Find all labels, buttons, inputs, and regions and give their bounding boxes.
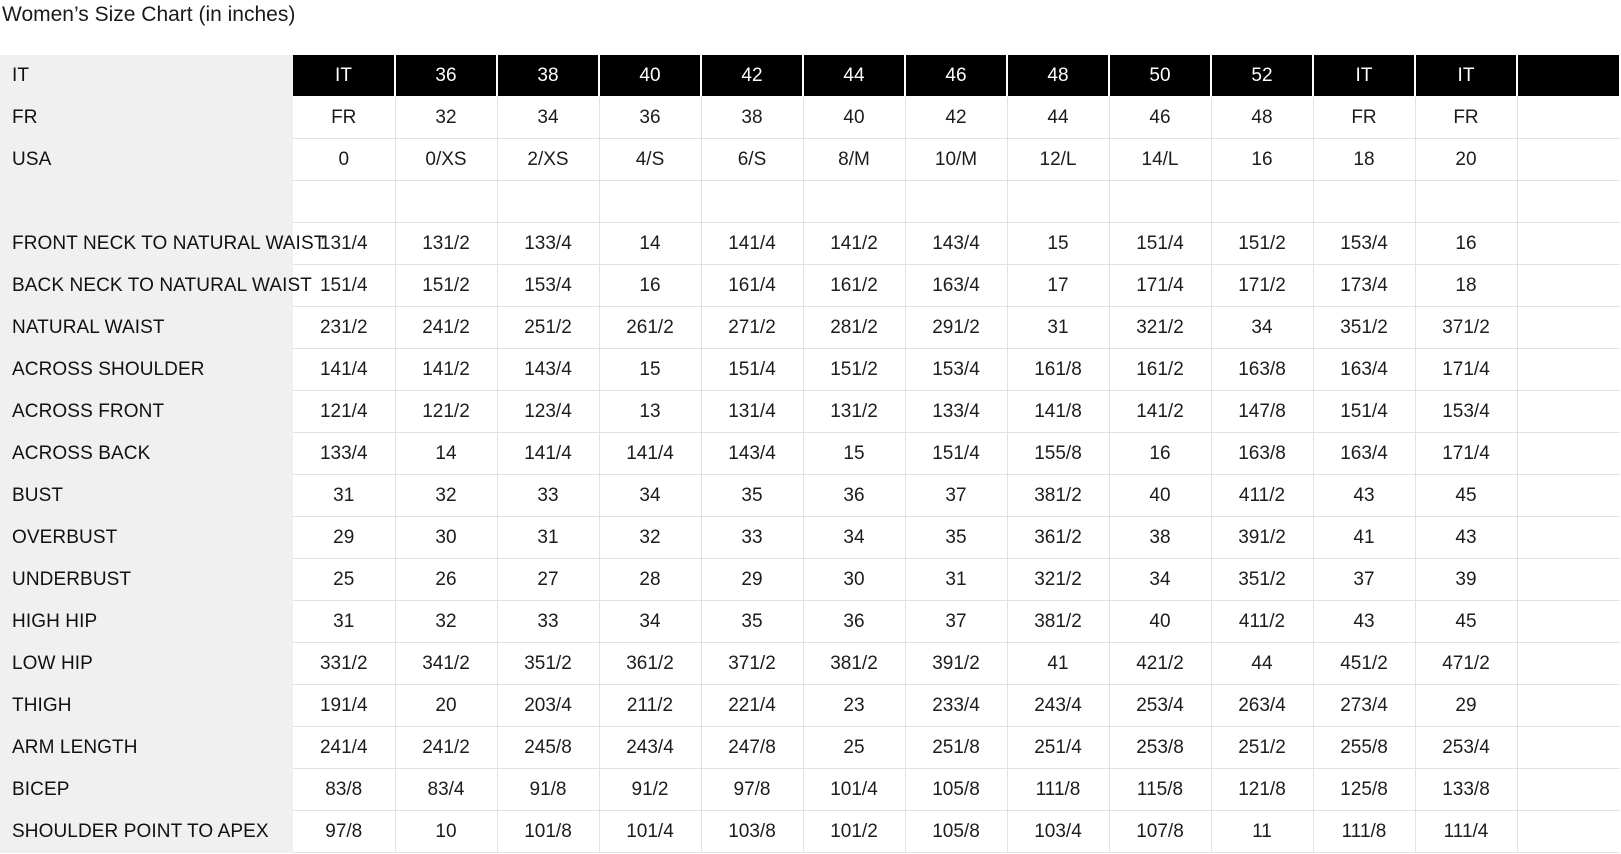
table-cell: 151/4 [701,349,803,391]
row-label: USA [0,139,293,181]
table-cell: 20 [395,685,497,727]
table-cell: 141/4 [293,349,395,391]
header-cell: 52 [1211,55,1313,97]
table-cell: 43 [1313,601,1415,643]
table-cell: 341/2 [395,643,497,685]
table-cell: 233/4 [905,685,1007,727]
table-cell: 45 [1415,601,1517,643]
row-label: HIGH HIP [0,601,293,643]
table-cell: 14/L [1109,139,1211,181]
table-cell: 381/2 [803,643,905,685]
table-cell: 18 [1313,139,1415,181]
table-cell: 133/4 [905,391,1007,433]
table-cell: 20 [1415,139,1517,181]
table-cell: 291/2 [905,307,1007,349]
empty-cell [1517,811,1620,853]
table-cell: 271/2 [701,307,803,349]
table-cell: 36 [599,97,701,139]
table-cell: 15 [803,433,905,475]
table-row [0,559,1620,601]
table-cell: 31 [905,559,1007,601]
table-cell [1415,181,1517,223]
table-cell: 273/4 [1313,685,1415,727]
header-cell: 42 [701,55,803,97]
empty-cell [1517,391,1620,433]
table-cell: 163/4 [1313,433,1415,475]
table-cell: 10/M [905,139,1007,181]
table-cell: 243/4 [1007,685,1109,727]
table-cell: 141/2 [803,223,905,265]
table-cell: 371/2 [1415,307,1517,349]
empty-cell [1517,139,1620,181]
row-label: ARM LENGTH [0,727,293,769]
table-cell: 4/S [599,139,701,181]
table-cell: 111/8 [1313,811,1415,853]
table-cell: 253/8 [1109,727,1211,769]
table-cell: 35 [905,517,1007,559]
table-row [0,475,1620,517]
table-cell: 141/4 [599,433,701,475]
table-cell: 163/4 [1313,349,1415,391]
empty-cell [1517,55,1620,97]
table-row [0,643,1620,685]
table-cell: 28 [599,559,701,601]
empty-cell [1517,559,1620,601]
table-cell [395,181,497,223]
table-cell: 97/8 [293,811,395,853]
table-cell: 0/XS [395,139,497,181]
row-label: BACK NECK TO NATURAL WAIST [0,265,293,307]
row-label: FR [0,97,293,139]
table-cell: 411/2 [1211,475,1313,517]
table-row [0,391,1620,433]
table-cell: 101/4 [803,769,905,811]
table-cell: 241/2 [395,727,497,769]
table-cell: 221/4 [701,685,803,727]
table-cell: 143/4 [905,223,1007,265]
table-cell: 321/2 [1109,307,1211,349]
table-cell: 46 [1109,97,1211,139]
table-cell: 29 [293,517,395,559]
empty-cell [1517,433,1620,475]
table-cell: 16 [1109,433,1211,475]
table-row [0,307,1620,349]
table-cell: 263/4 [1211,685,1313,727]
table-cell: 391/2 [1211,517,1313,559]
table-header-row [0,55,1620,97]
table-cell: 32 [395,97,497,139]
table-cell: 37 [1313,559,1415,601]
table-cell: 281/2 [803,307,905,349]
header-cell: 38 [497,55,599,97]
table-cell: 151/2 [395,265,497,307]
table-cell: 18 [1415,265,1517,307]
table-cell: 34 [1211,307,1313,349]
table-cell: 36 [803,475,905,517]
table-cell: 34 [599,601,701,643]
empty-cell [1517,307,1620,349]
table-cell: 6/S [701,139,803,181]
table-cell: 23 [803,685,905,727]
table-cell: 14 [599,223,701,265]
table-cell: 41 [1313,517,1415,559]
table-cell [599,181,701,223]
row-label: THIGH [0,685,293,727]
table-cell: 83/8 [293,769,395,811]
table-cell: 35 [701,601,803,643]
table-cell: 351/2 [497,643,599,685]
empty-cell [1517,727,1620,769]
table-cell: 151/4 [1109,223,1211,265]
row-label [0,181,293,223]
table-cell: 39 [1415,559,1517,601]
table-spacer-row [0,181,1620,223]
table-cell: 30 [395,517,497,559]
table-cell: 151/4 [293,265,395,307]
table-cell: 151/4 [1313,391,1415,433]
table-cell: 381/2 [1007,475,1109,517]
row-label: UNDERBUST [0,559,293,601]
table-cell: 111/8 [1007,769,1109,811]
table-cell: 34 [599,475,701,517]
table-cell: 421/2 [1109,643,1211,685]
table-row [0,769,1620,811]
empty-cell [1517,643,1620,685]
table-cell: 16 [599,265,701,307]
table-cell: 33 [497,601,599,643]
table-cell: 32 [395,475,497,517]
table-cell: 151/2 [803,349,905,391]
table-row [0,433,1620,475]
row-label: ACROSS FRONT [0,391,293,433]
table-cell: 331/2 [293,643,395,685]
table-cell: 34 [803,517,905,559]
table-cell: 381/2 [1007,601,1109,643]
table-cell: 361/2 [599,643,701,685]
empty-cell [1517,181,1620,223]
table-cell: 101/4 [599,811,701,853]
table-row [0,139,1620,181]
table-cell: 15 [1007,223,1109,265]
table-cell [1313,181,1415,223]
table-cell: 253/4 [1109,685,1211,727]
empty-cell [1517,223,1620,265]
table-cell: 171/4 [1109,265,1211,307]
table-cell: 173/4 [1313,265,1415,307]
table-cell: 141/2 [1109,391,1211,433]
table-cell: 351/2 [1313,307,1415,349]
table-cell: 111/4 [1415,811,1517,853]
table-row [0,349,1620,391]
table-cell: 45 [1415,475,1517,517]
table-cell: 351/2 [1211,559,1313,601]
table-cell: 37 [905,601,1007,643]
table-cell: 103/4 [1007,811,1109,853]
table-cell: 361/2 [1007,517,1109,559]
table-cell: 107/8 [1109,811,1211,853]
table-cell [1109,181,1211,223]
table-cell: 91/8 [497,769,599,811]
table-cell: 245/8 [497,727,599,769]
empty-cell [1517,349,1620,391]
table-cell: 40 [1109,601,1211,643]
table-cell: 147/8 [1211,391,1313,433]
table-cell: 10 [395,811,497,853]
row-label: BICEP [0,769,293,811]
empty-cell [1517,685,1620,727]
table-cell: 40 [803,97,905,139]
table-cell: FR [1313,97,1415,139]
table-cell: 12/L [1007,139,1109,181]
table-cell: 34 [497,97,599,139]
table-row [0,97,1620,139]
table-cell: 125/8 [1313,769,1415,811]
table-cell: 131/2 [803,391,905,433]
table-cell: 31 [497,517,599,559]
table-cell: 115/8 [1109,769,1211,811]
table-cell: 141/2 [395,349,497,391]
table-row [0,685,1620,727]
table-cell: 103/8 [701,811,803,853]
table-cell: 48 [1211,97,1313,139]
table-cell: 171/4 [1415,349,1517,391]
header-cell: IT [1415,55,1517,97]
table-cell: 101/8 [497,811,599,853]
table-cell: 37 [905,475,1007,517]
table-row [0,727,1620,769]
header-cell: IT [293,55,395,97]
table-cell: 155/8 [1007,433,1109,475]
table-cell: 11 [1211,811,1313,853]
table-row [0,265,1620,307]
table-cell: 29 [1415,685,1517,727]
table-cell: 243/4 [599,727,701,769]
table-cell [497,181,599,223]
table-cell: 141/4 [701,223,803,265]
table-cell: 241/4 [293,727,395,769]
table-cell: 171/2 [1211,265,1313,307]
empty-cell [1517,265,1620,307]
table-cell: 97/8 [701,769,803,811]
table-cell: 251/2 [497,307,599,349]
table-row [0,601,1620,643]
table-cell: 31 [293,475,395,517]
header-cell: 48 [1007,55,1109,97]
table-cell: 153/4 [905,349,1007,391]
table-cell: 0 [293,139,395,181]
table-cell: 31 [293,601,395,643]
table-cell: 121/2 [395,391,497,433]
table-cell: 101/2 [803,811,905,853]
table-cell: 191/4 [293,685,395,727]
table-cell: 131/4 [293,223,395,265]
table-cell: 133/4 [497,223,599,265]
table-cell: 29 [701,559,803,601]
table-cell: 26 [395,559,497,601]
header-cell: 40 [599,55,701,97]
table-cell: 32 [599,517,701,559]
table-cell [905,181,1007,223]
table-cell: 27 [497,559,599,601]
row-label: FRONT NECK TO NATURAL WAIST [0,223,293,265]
table-cell [293,181,395,223]
table-cell: 251/8 [905,727,1007,769]
table-cell: 451/2 [1313,643,1415,685]
table-cell: 13 [599,391,701,433]
header-cell: IT [1313,55,1415,97]
table-cell: 161/8 [1007,349,1109,391]
table-cell: 153/4 [1313,223,1415,265]
table-cell: 91/2 [599,769,701,811]
table-cell [1007,181,1109,223]
table-cell: 151/4 [905,433,1007,475]
empty-cell [1517,517,1620,559]
row-label: SHOULDER POINT TO APEX [0,811,293,853]
empty-cell [1517,769,1620,811]
table-cell: 2/XS [497,139,599,181]
header-cell: 50 [1109,55,1211,97]
table-cell: 251/2 [1211,727,1313,769]
table-cell: 133/8 [1415,769,1517,811]
table-cell: 15 [599,349,701,391]
table-cell: 32 [395,601,497,643]
table-cell [1211,181,1313,223]
size-chart-table [0,55,1621,853]
table-cell: 161/2 [803,265,905,307]
row-label: BUST [0,475,293,517]
table-cell: 131/2 [395,223,497,265]
table-cell: 241/2 [395,307,497,349]
table-cell: 471/2 [1415,643,1517,685]
table-cell: 8/M [803,139,905,181]
table-cell: 105/8 [905,811,1007,853]
table-cell: 16 [1415,223,1517,265]
table-cell: 255/8 [1313,727,1415,769]
header-cell: 36 [395,55,497,97]
table-cell: 153/4 [497,265,599,307]
table-cell: 253/4 [1415,727,1517,769]
table-cell: 14 [395,433,497,475]
header-cell: 46 [905,55,1007,97]
table-cell: 17 [1007,265,1109,307]
row-label: ACROSS SHOULDER [0,349,293,391]
table-cell: 211/2 [599,685,701,727]
table-cell: 25 [293,559,395,601]
header-cell: 44 [803,55,905,97]
row-label: LOW HIP [0,643,293,685]
table-cell: 171/4 [1415,433,1517,475]
table-cell [803,181,905,223]
row-label: IT [0,55,293,97]
empty-cell [1517,601,1620,643]
table-cell: 163/8 [1211,349,1313,391]
table-cell: 247/8 [701,727,803,769]
empty-cell [1517,97,1620,139]
table-cell: 42 [905,97,1007,139]
table-cell: 203/4 [497,685,599,727]
table-cell: 141/4 [497,433,599,475]
table-cell: 38 [701,97,803,139]
table-cell: 163/4 [905,265,1007,307]
table-cell: 16 [1211,139,1313,181]
table-cell: 133/4 [293,433,395,475]
table-cell: FR [293,97,395,139]
table-cell: 231/2 [293,307,395,349]
table-cell: 411/2 [1211,601,1313,643]
table-cell: 153/4 [1415,391,1517,433]
table-cell: 143/4 [497,349,599,391]
page-title: Women’s Size Chart (in inches) [2,3,296,26]
table-cell: 121/4 [293,391,395,433]
table-cell: 321/2 [1007,559,1109,601]
table-cell: 163/8 [1211,433,1313,475]
table-cell: 391/2 [905,643,1007,685]
table-cell: 44 [1007,97,1109,139]
table-cell: 41 [1007,643,1109,685]
table-cell: 36 [803,601,905,643]
table-cell: 25 [803,727,905,769]
table-cell: 34 [1109,559,1211,601]
row-label: OVERBUST [0,517,293,559]
table-cell: 371/2 [701,643,803,685]
table-cell: 31 [1007,307,1109,349]
empty-cell [1517,475,1620,517]
table-cell: 40 [1109,475,1211,517]
table-row [0,517,1620,559]
table-cell: 261/2 [599,307,701,349]
table-cell: 143/4 [701,433,803,475]
table-cell: 43 [1415,517,1517,559]
table-cell: 121/8 [1211,769,1313,811]
table-row [0,223,1620,265]
table-cell [701,181,803,223]
row-label: ACROSS BACK [0,433,293,475]
table-cell: 83/4 [395,769,497,811]
table-cell: 251/4 [1007,727,1109,769]
table-cell: 38 [1109,517,1211,559]
table-cell: 105/8 [905,769,1007,811]
table-cell: 43 [1313,475,1415,517]
table-cell: 44 [1211,643,1313,685]
table-cell: 131/4 [701,391,803,433]
table-cell: 161/4 [701,265,803,307]
table-cell: 161/2 [1109,349,1211,391]
table-cell: 35 [701,475,803,517]
table-cell: 30 [803,559,905,601]
table-cell: 33 [497,475,599,517]
table-row [0,811,1620,853]
table-cell: 123/4 [497,391,599,433]
table-cell: 151/2 [1211,223,1313,265]
row-label: NATURAL WAIST [0,307,293,349]
table-cell: FR [1415,97,1517,139]
table-cell: 33 [701,517,803,559]
table-cell: 141/8 [1007,391,1109,433]
